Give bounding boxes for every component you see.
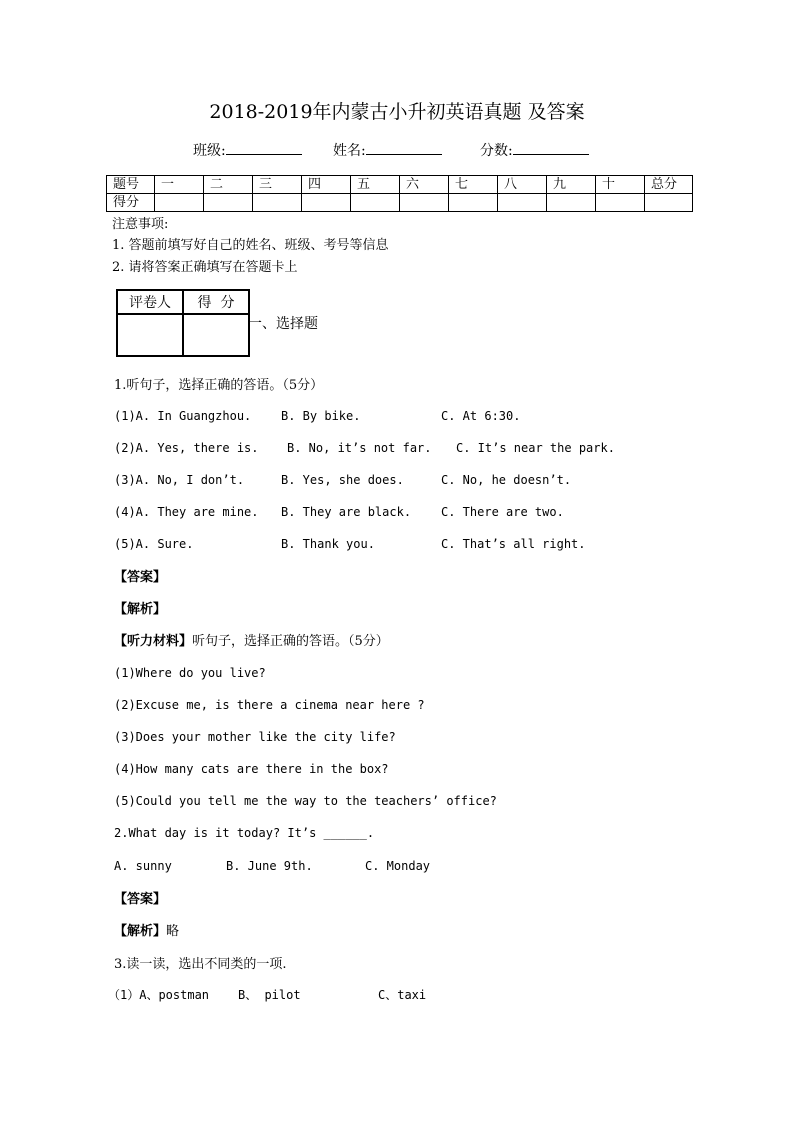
q1-analysis-label: 【解析】 <box>114 602 167 617</box>
notes-item: 2. 请将答案正确填写在答题卡上 <box>112 260 298 275</box>
name-blank <box>366 142 442 155</box>
q1-option-c: C. It’s near the park. <box>456 441 615 455</box>
score-table-score-row <box>107 194 693 212</box>
q1-option-c: C. There are two. <box>441 505 564 519</box>
class-field <box>193 140 302 160</box>
page-title: 2018-2019年内蒙古小升初英语真题 及答案 <box>209 101 585 123</box>
q1-material-line: (3)Does your mother like the city life? <box>114 730 396 744</box>
score-input-cell[interactable] <box>351 194 400 212</box>
score-field <box>480 140 589 160</box>
class-label: 班级: <box>193 143 226 159</box>
q2-analysis-text: 略 <box>166 924 180 939</box>
q1-option-a: (1)A. In Guangzhou. <box>114 409 252 423</box>
q1-option-a: (4)A. They are mine. <box>114 505 259 519</box>
q2-analysis-label: 【解析】 <box>114 924 167 939</box>
section-heading: 一、选择题 <box>248 316 318 332</box>
q2-option-a: A. sunny <box>114 859 172 873</box>
score-input-cell[interactable] <box>204 194 253 212</box>
score-table-cell: 十 <box>596 176 645 194</box>
q1-option-c: C. At 6:30. <box>441 409 521 423</box>
score-table-cell: 九 <box>547 176 596 194</box>
question-2-stem: 2.What day is it today? It’s ______. <box>114 826 375 840</box>
q1-option-c: C. That’s all right. <box>441 537 586 551</box>
q1-option-b: B. No, it’s not far. <box>287 441 432 455</box>
score-input-cell[interactable] <box>645 194 693 212</box>
score-table-cell: 一 <box>155 176 204 194</box>
q2-answer-label: 【答案】 <box>114 892 167 907</box>
score-input-cell[interactable] <box>449 194 498 212</box>
q1-option-b: B. Yes, she does. <box>281 473 404 487</box>
name-field <box>333 140 442 160</box>
score-table-cell: 四 <box>302 176 351 194</box>
q1-option-a: (3)A. No, I don’t. <box>114 473 245 487</box>
q1-material-label: 【听力材料】 <box>114 634 193 649</box>
score-input-cell[interactable] <box>155 194 204 212</box>
q1-material <box>114 630 389 649</box>
question-1-stem: 1.听句子，选择正确的答语。（5分） <box>114 378 324 393</box>
score-table-cell: 五 <box>351 176 400 194</box>
score-table-cell: 八 <box>498 176 547 194</box>
score-input-cell[interactable] <box>400 194 449 212</box>
q1-option-a: (2)A. Yes, there is. <box>114 441 259 455</box>
grader-reviewer-header: 评卷人 <box>117 290 183 314</box>
q1-answer-label: 【答案】 <box>114 570 167 585</box>
score-label: 分数: <box>480 143 513 159</box>
score-table-header-row <box>107 176 693 194</box>
score-table-cell: 七 <box>449 176 498 194</box>
q1-material-line: (1)Where do you live? <box>114 666 266 680</box>
grader-score-cell[interactable] <box>183 314 249 356</box>
score-table-cell: 六 <box>400 176 449 194</box>
q2-option-c: C. Monday <box>365 859 431 873</box>
grader-score-header: 得 分 <box>183 290 249 314</box>
q1-material-stem: 听句子，选择正确的答语。（5分） <box>192 634 389 649</box>
class-blank <box>226 142 302 155</box>
score-input-cell[interactable] <box>498 194 547 212</box>
q1-option-b: B. They are black. <box>281 505 412 519</box>
grader-reviewer-cell[interactable] <box>117 314 183 356</box>
q3-option-b: B、 pilot <box>238 988 301 1002</box>
score-table-cell: 题号 <box>107 176 155 194</box>
notes-heading: 注意事项: <box>112 217 169 232</box>
q3-option-a: （1）A、postman <box>108 988 210 1002</box>
q1-material-line: (4)How many cats are there in the box? <box>114 762 389 776</box>
q1-material-line: (5)Could you tell me the way to the teachers’ office? <box>114 794 497 808</box>
score-table-cell: 三 <box>253 176 302 194</box>
score-table-cell: 总分 <box>645 176 693 194</box>
q1-option-b: B. Thank you. <box>281 537 375 551</box>
question-3-stem: 3.读一读，选出不同类的一项. <box>114 957 287 972</box>
q1-option-b: B. By bike. <box>281 409 361 423</box>
q1-material-line: (2)Excuse me, is there a cinema near here ? <box>114 698 425 712</box>
score-table-cell: 二 <box>204 176 253 194</box>
score-input-cell[interactable] <box>302 194 351 212</box>
q3-option-c: C、taxi <box>378 988 427 1002</box>
notes-item: 1. 答题前填写好自己的姓名、班级、考号等信息 <box>112 238 389 253</box>
q2-analysis <box>114 920 179 939</box>
score-input-cell[interactable] <box>253 194 302 212</box>
q1-option-c: C. No, he doesn’t. <box>441 473 572 487</box>
grader-table <box>116 289 250 357</box>
q2-option-b: B. June 9th. <box>226 859 313 873</box>
q1-option-a: (5)A. Sure. <box>114 537 194 551</box>
name-label: 姓名: <box>333 143 366 159</box>
score-blank <box>513 142 589 155</box>
score-input-cell[interactable] <box>596 194 645 212</box>
score-table <box>106 175 693 212</box>
score-table-cell: 得分 <box>107 194 155 212</box>
score-input-cell[interactable] <box>547 194 596 212</box>
